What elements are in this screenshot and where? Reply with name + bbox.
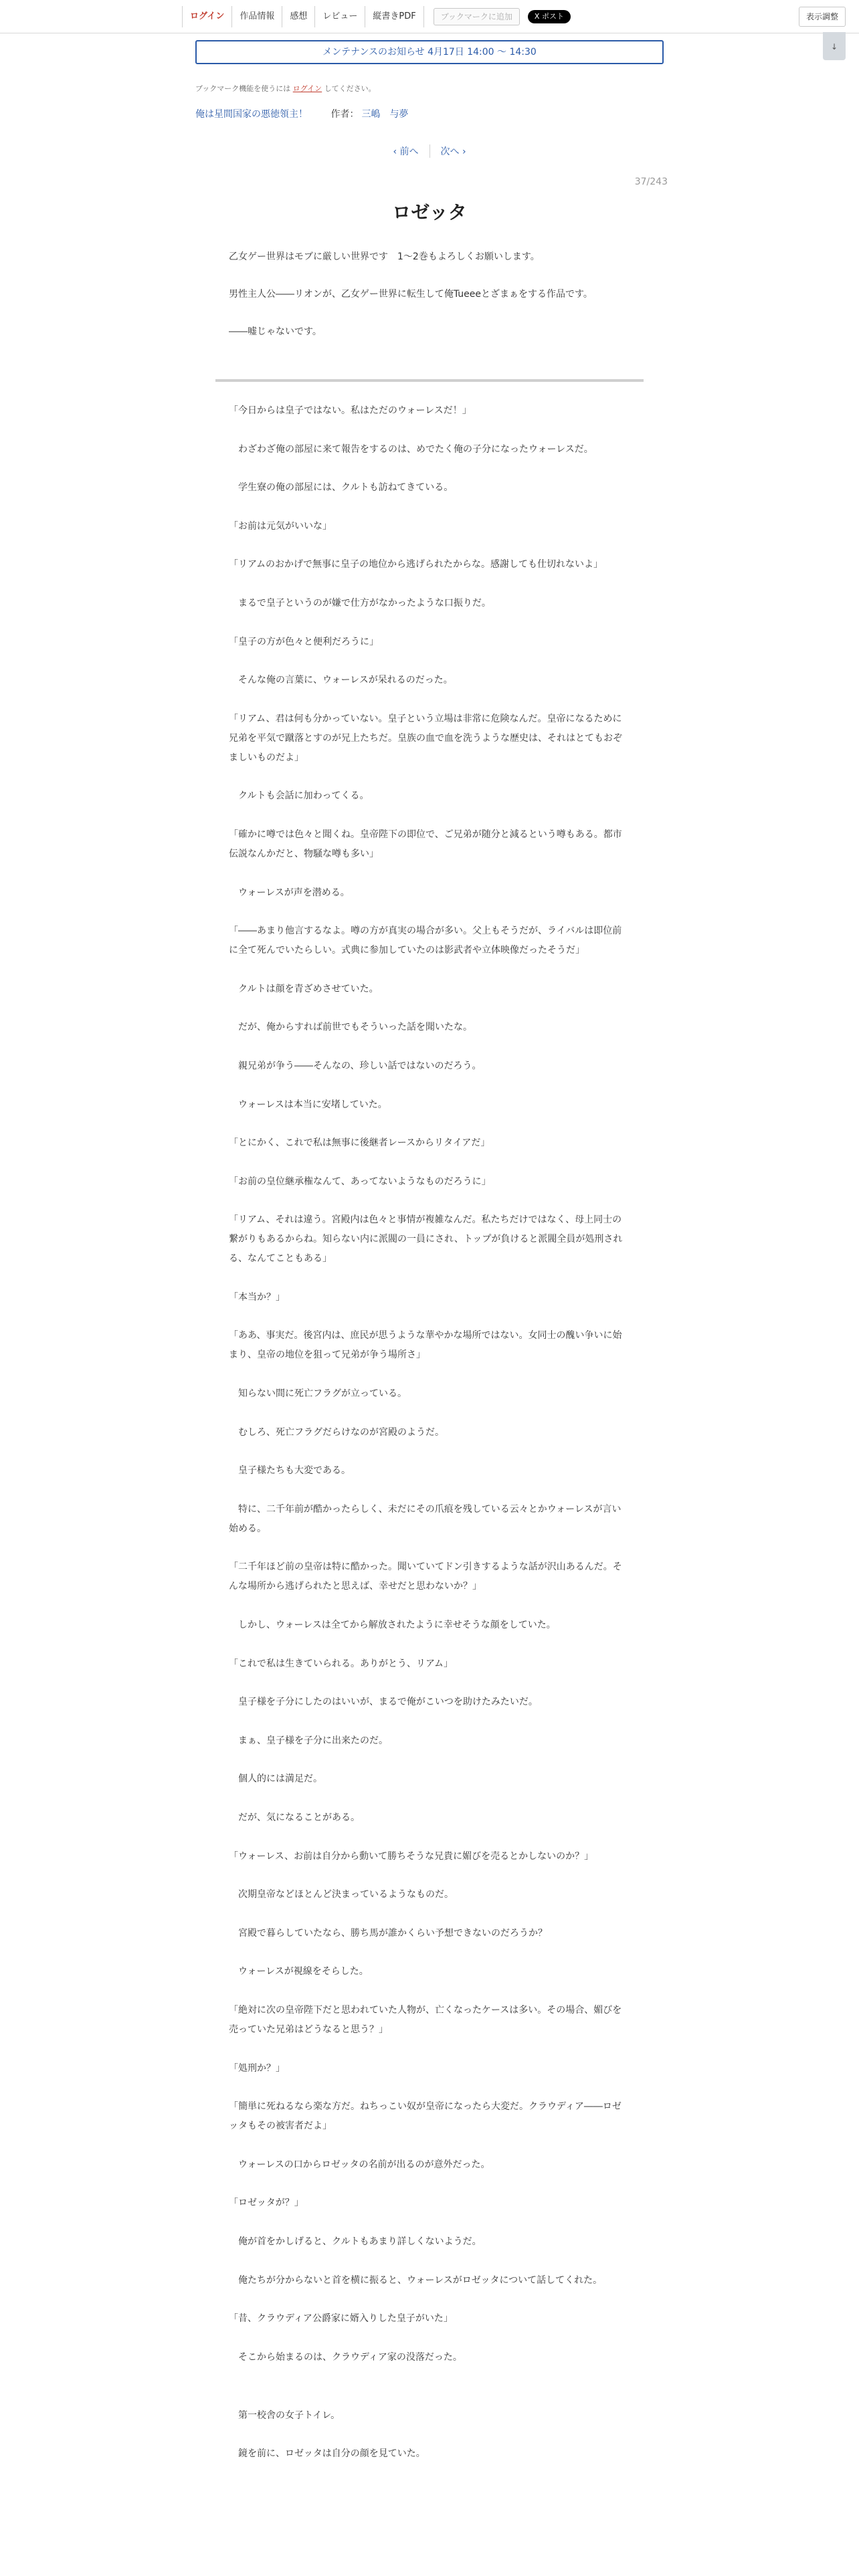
body-paragraph: 「処刑か？」	[229, 2062, 285, 2074]
body-paragraph: ウォーレスが視線をそらした。	[229, 1966, 369, 1977]
body-paragraph: 「今日からは皇子ではない。私はただのウォーレスだ！」	[229, 405, 472, 416]
body-paragraph: 親兄弟が争う――そんなの、珍しい話ではないのだろう。	[229, 1060, 482, 1071]
bookmark-login-note	[195, 83, 376, 94]
body-paragraph: そこから始まるのは、クラウディア家の没落だった。	[229, 2351, 462, 2363]
body-paragraph: 個人的には満足だ。	[229, 1774, 322, 1785]
series-title-link[interactable]: 俺は星間国家の悪徳領主！	[195, 109, 308, 120]
author-label: 作者：	[330, 109, 359, 120]
body-paragraph: まるで皇子というのが嫌で仕方がなかったような口振りだ。	[229, 597, 491, 609]
prev-chapter-link[interactable]	[382, 144, 429, 158]
body-paragraph: そんな俺の言葉に、ウォーレスが呆れるのだった。	[229, 675, 453, 686]
body-paragraph: 次期皇帝などほとんど決まっているようなものだ。	[229, 1889, 454, 1901]
x-post-button[interactable]: X ポスト	[528, 10, 571, 23]
next-chapter-link[interactable]	[430, 144, 477, 158]
maintenance-notice-link[interactable]: メンテナンスのお知らせ 4月17日 14:00 ～ 14:30	[195, 40, 664, 64]
body-paragraph: 「皇子の方が色々と便利だろうに」	[229, 636, 379, 647]
body-paragraph: 「確かに噂では色々と聞くね。皇帝陛下の即位で、ご兄弟が随分と減るという噂もある。都市伝説なんかだと、物騒な噂も多い」	[229, 829, 622, 859]
nav-impressions-link[interactable]: 感想	[282, 6, 315, 27]
prev-chapter-label: 前へ	[399, 146, 419, 157]
top-navigation-bar	[0, 0, 859, 33]
body-paragraph: だが、俺からすれば前世でもそういった話を聞いたな。	[229, 1022, 472, 1033]
body-paragraph: まぁ、皇子様を子分に出来たのだ。	[229, 1735, 388, 1746]
body-paragraph: 宮殿で暮らしていたなら、勝ち馬が誰かくらい予想できないのだろうか？	[229, 1927, 547, 1939]
body-paragraph: 「昔、クラウディア公爵家に婿入りした皇子がいた」	[229, 2313, 453, 2325]
body-paragraph: 「絶対に次の皇帝陛下だと思われていた人物が、亡くなったケースは多い。その場合、媚びを売っていた兄弟はどうなると思う？」	[229, 2004, 622, 2035]
body-paragraph: 皇子様を子分にしたのはいいが、まるで俺がこいつを助けたみたいだ。	[229, 1697, 538, 1708]
body-paragraph: 「リアム、それは違う。宮殿内は色々と事情が複雑なんだ。私たちだけではなく、母上同士の繋がりもあるからね。知らない内に派閥の一員にされ、トップが負けると派閥全員が処刑される、なんてこともある」	[229, 1214, 623, 1265]
body-paragraph: 「本当か？」	[229, 1291, 285, 1303]
preface-paragraph: 乙女ゲー世界はモブに厳しい世界です 1〜2巻もよろしくお願いします。	[229, 251, 540, 262]
body-paragraph: ウォーレスが声を潜める。	[229, 887, 350, 898]
bookmark-note-suffix: してください。	[324, 84, 376, 93]
nav-vertical-pdf-link[interactable]: 縦書きPDF	[365, 6, 423, 27]
nav-reviews-link[interactable]: レビュー	[315, 6, 365, 27]
next-chapter-label: 次へ	[440, 146, 460, 157]
body-paragraph: 俺たちが分からないと首を横に振ると、ウォーレスがロゼッタについて話してくれた。	[229, 2274, 603, 2286]
preface-separator	[215, 379, 644, 382]
author-link[interactable]: 三嶋 与夢	[361, 109, 409, 120]
bookmark-add-button[interactable]: ブックマークに追加	[434, 8, 520, 25]
body-paragraph: クルトは顔を青ざめさせていた。	[229, 983, 379, 994]
body-paragraph: 「これで私は生きていられる。ありがとう、リアム」	[229, 1658, 454, 1669]
body-paragraph: 知らない間に死亡フラグが立っている。	[229, 1388, 407, 1400]
body-paragraph: しかし、ウォーレスは全てから解放されたように幸せそうな顔をしていた。	[229, 1620, 556, 1631]
preface-paragraph: 男性主人公――リオンが、乙女ゲー世界に転生して俺Tueeeとざまぁをする作品です。	[229, 289, 593, 300]
bookmark-login-link[interactable]: ログイン	[292, 84, 322, 93]
chevron-left-icon: ‹	[393, 146, 397, 157]
body-paragraph: だが、気になることがある。	[229, 1812, 360, 1823]
body-paragraph: 「ああ、事実だ。後宮内は、庶民が思うような華やかな場所ではない。女同士の醜い争いに始まり、皇帝の地位を狙って兄弟が争う場所さ」	[229, 1330, 622, 1361]
nav-login-link[interactable]: ログイン	[182, 6, 232, 27]
series-info	[195, 107, 408, 120]
body-paragraph: むしろ、死亡フラグだらけなのが宮殿のようだ。	[229, 1426, 444, 1438]
body-paragraph: 「簡単に死ねるなら楽な方だ。ねちっこい奴が皇帝になったら大変だ。クラウディア――ロゼッタもその被害者だよ」	[229, 2101, 622, 2132]
top-nav	[182, 6, 571, 27]
body-paragraph: 皇子様たちも大変である。	[229, 1465, 351, 1477]
scroll-down-button[interactable]	[823, 32, 846, 60]
chevron-right-icon: ›	[462, 146, 466, 157]
body-paragraph: 特に、二千年前が酷かったらしく、未だにその爪痕を残している云々とかウォーレスが言い始める。	[229, 1503, 622, 1534]
episode-counter: 37/243	[634, 177, 668, 187]
chapter-title: ロゼッタ	[392, 201, 467, 223]
body-paragraph: 「お前は元気がいいな」	[229, 520, 332, 532]
body-paragraph: 学生寮の俺の部屋には、クルトも訪ねてきている。	[229, 482, 454, 494]
body-paragraph: ウォーレスの口からロゼッタの名前が出るのが意外だった。	[229, 2159, 490, 2170]
body-paragraph: 「リアムのおかげで無事に皇子の地位から逃げられたからな。感謝しても仕切れないよ」	[229, 559, 603, 570]
chapter-body	[229, 401, 630, 2483]
nav-work-info-link[interactable]: 作品情報	[232, 6, 282, 27]
display-settings-button[interactable]: 表示調整	[799, 7, 846, 27]
body-paragraph: 「――あまり他言するなよ。噂の方が真実の場合が多い。父上もそうだが、ライバルは即位前に全て死んでいたらしい。式典に参加していたのは影武者や立体映像だったそうだ」	[229, 926, 622, 956]
body-paragraph: わざわざ俺の部屋に来て報告をするのは、めでたく俺の子分になったウォーレスだ。	[229, 443, 593, 455]
preface-section	[229, 247, 630, 360]
body-paragraph: 俺が首をかしげると、クルトもあまり詳しくないようだ。	[229, 2236, 482, 2247]
body-paragraph: クルトも会話に加わってくる。	[229, 790, 369, 802]
body-paragraph: ウォーレスは本当に安堵していた。	[229, 1099, 387, 1110]
preface-paragraph: ――嘘じゃないです。	[229, 326, 322, 337]
body-paragraph: 「リアム、君は何も分かっていない。皇子という立場は非常に危険なんだ。皇帝になるために兄弟を平気で蹴落とすのが兄上たちだ。皇族の血で血を洗うような歴史は、それはとてもおぞましいものだよ」	[229, 713, 622, 763]
body-paragraph: 第一校舎の女子トイレ。	[229, 2409, 341, 2421]
bookmark-note-prefix: ブックマーク機能を使うには	[195, 84, 291, 93]
body-paragraph: 「とにかく、これで私は無事に後継者レースからリタイアだ」	[229, 1138, 490, 1149]
chapter-pager	[0, 144, 859, 158]
body-paragraph: 鏡を前に、ロゼッタは自分の顔を見ていた。	[229, 2448, 425, 2460]
chevron-down-icon: ↓	[830, 42, 838, 51]
body-paragraph: 「お前の皇位継承権なんて、あってないようなものだろうに」	[229, 1176, 491, 1187]
body-paragraph: 「ウォーレス、お前は自分から動いて勝ちそうな兄貴に媚びを売るとかしないのか？」	[229, 1850, 594, 1862]
body-paragraph: 「二千年ほど前の皇帝は特に酷かった。聞いていてドン引きするような話が沢山あるんだ。そんな場所から逃げられたと思えば、幸せだと思わないか？」	[229, 1562, 622, 1592]
body-paragraph: 「ロゼッタが？」	[229, 2197, 304, 2209]
